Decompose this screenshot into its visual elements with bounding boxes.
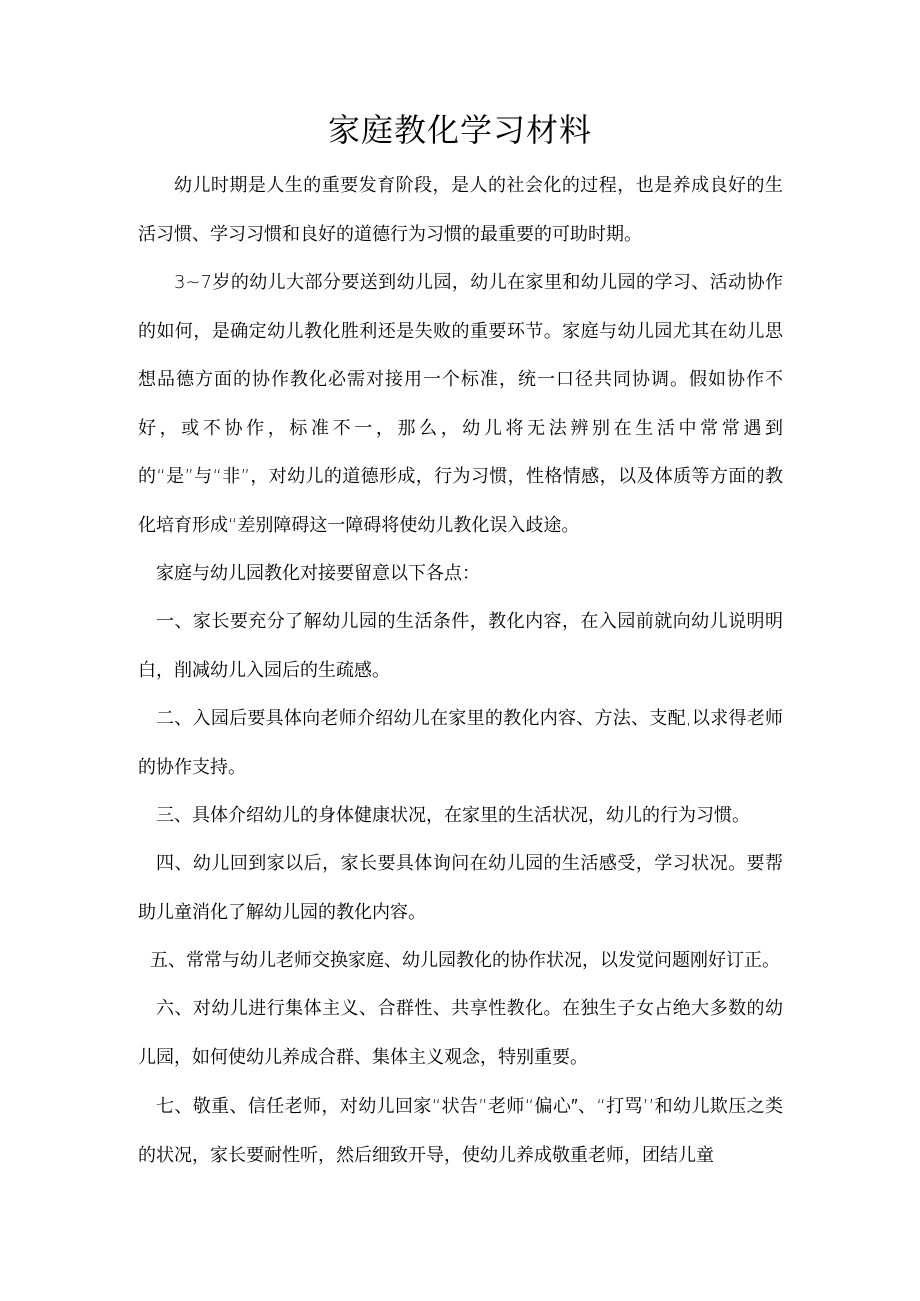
paragraph-point-7: 七、敬重、信任老师，对幼儿回家“状告”老师“偏心″、“打骂’’和幼儿欺压之类的状况，家长要耐性听，然后细致开导，使幼儿养成敬重老师，团结儿童 xyxy=(138,1096,783,1166)
paragraph-point-6: 六、对幼儿进行集体主义、合群性、共享性教化。在独生子女占绝大多数的幼儿园，如何使幼儿养成合群、集体主义观念，特别重要。 xyxy=(138,998,783,1068)
paragraph-point-1: 一、家长要充分了解幼儿园的生活条件，教化内容，在入园前就向幼儿说明明白，削减幼儿入园后的生疏感。 xyxy=(138,611,783,681)
document-title: 家庭教化学习材料 xyxy=(327,111,592,149)
paragraph-points-heading: 家庭与幼儿园教化对接要留意以下各点： xyxy=(156,563,480,584)
paragraph-point-5: 五、常常与幼儿老师交换家庭、幼儿园教化的协作状况，以发觉问题刚好订正。 xyxy=(150,950,780,971)
paragraph-point-3: 三、具体介绍幼儿的身体健康状况，在家里的生活状况，幼儿的行为习惯。 xyxy=(156,805,750,826)
paragraph-cooperation: 3~7岁的幼儿大部分要送到幼儿园，幼儿在家里和幼儿园的学习、活动协作的如何，是确定幼儿教化胜利还是失败的重要环节。家庭与幼儿园尤其在幼儿思想品德方面的协作教化必需对接用一个标准，统一口径共同协调。假如协作不好，或不协作，标准不一，那么，幼儿将无法辨别在生活中常常遇到的“是”与“非”，对幼儿的道德形成，行为习惯，性格情感，以及体质等方面的教化培育形成“差别障碍这一障碍将使幼儿教化误入歧途。 xyxy=(138,272,783,536)
paragraph-point-4: 四、幼儿回到家以后，家长要具体询问在幼儿园的生活感受，学习状况。要帮助儿童消化了解幼儿园的教化内容。 xyxy=(138,853,783,923)
paragraph-intro: 幼儿时期是人生的重要发育阶段，是人的社会化的过程，也是养成良好的生活习惯、学习习惯和良好的道德行为习惯的最重要的可助时期。 xyxy=(138,175,783,245)
paragraph-point-2: 二、入园后要具体向老师介绍幼儿在家里的教化内容、方法、支配,以求得老师的协作支持。 xyxy=(138,708,783,778)
